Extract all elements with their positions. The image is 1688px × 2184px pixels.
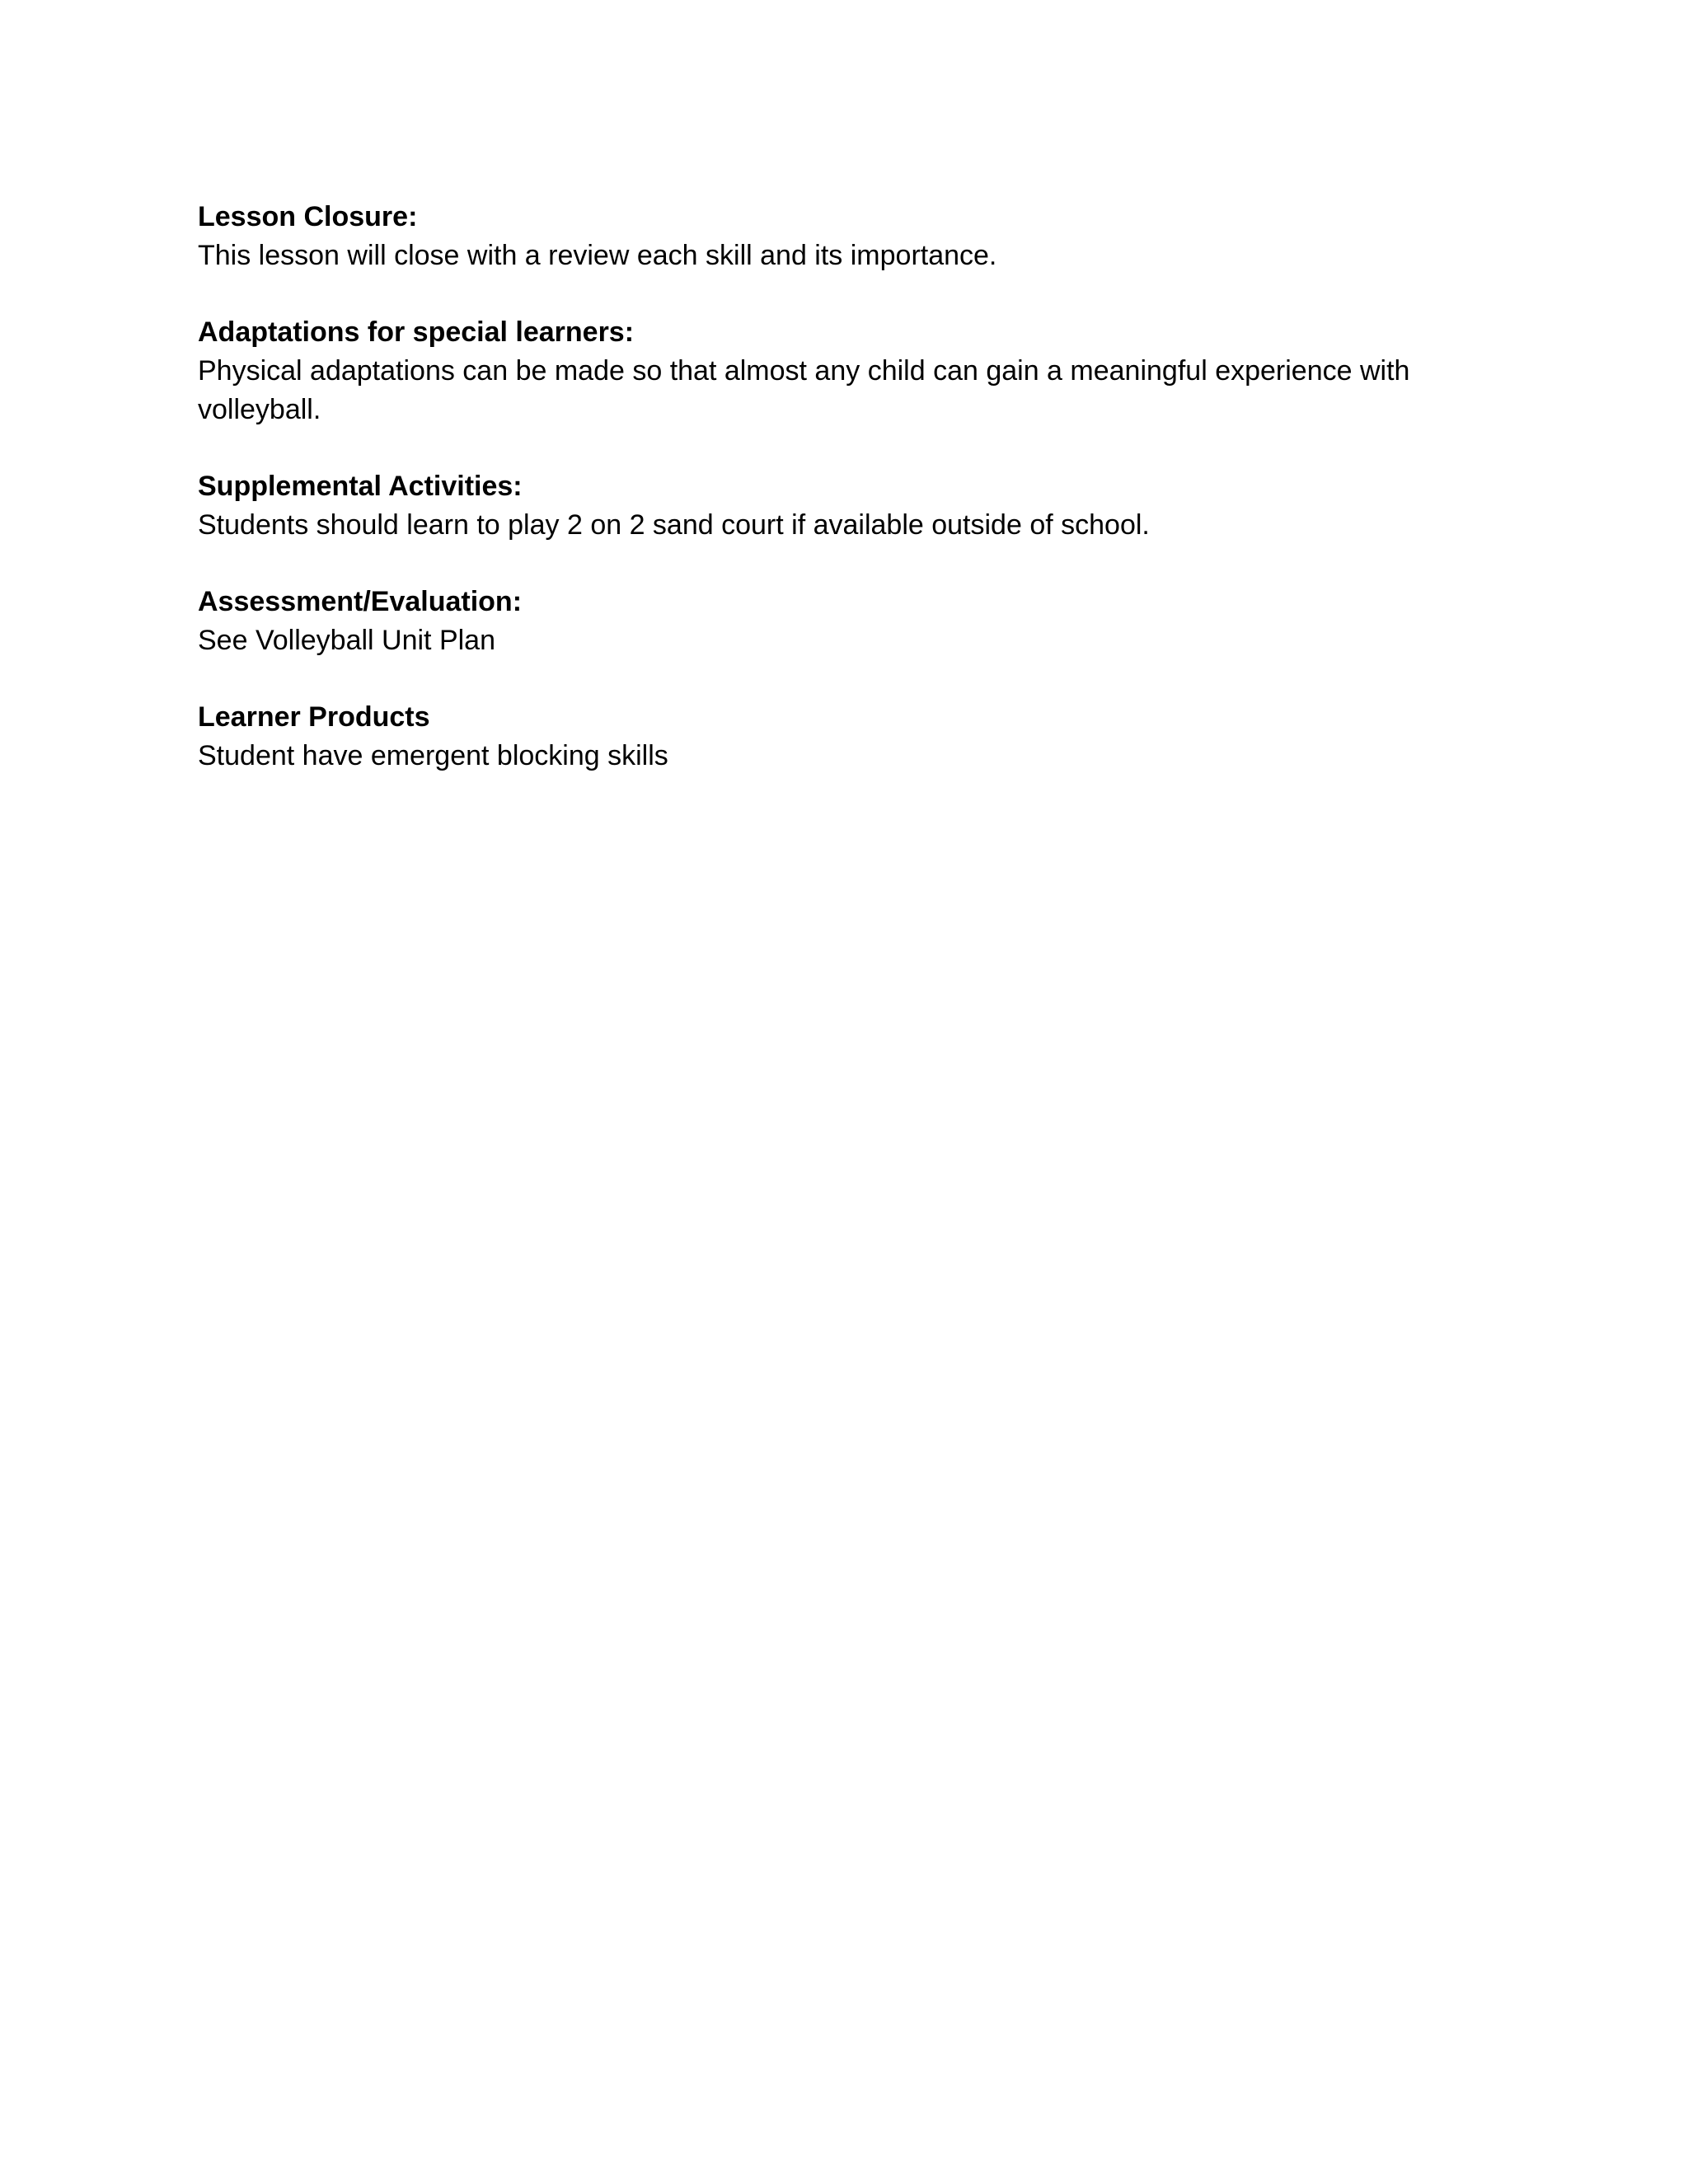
section-heading: Assessment/Evaluation: [198, 586, 523, 617]
section-body: Student have emergent blocking skills [198, 740, 668, 771]
section-learner-products [198, 698, 1500, 776]
section-assessment [198, 583, 1500, 660]
section-body: Students should learn to play 2 on 2 sand court if available outside of school. [198, 509, 1150, 541]
section-adaptations [198, 313, 1500, 429]
section-body: This lesson will close with a review each skill and its importance. [198, 240, 997, 271]
section-body: Physical adaptations can be made so that almost any child can gain a meaningful experience with volleyball. [198, 355, 1410, 425]
section-heading: Supplemental Activities: [198, 471, 523, 502]
section-heading: Learner Products [198, 701, 430, 733]
document-content [198, 198, 1500, 813]
section-heading: Lesson Closure: [198, 201, 418, 232]
section-lesson-closure [198, 198, 1500, 275]
section-body: See Volleyball Unit Plan [198, 625, 496, 656]
section-supplemental-activities [198, 467, 1500, 545]
section-heading: Adaptations for special learners: [198, 316, 635, 348]
